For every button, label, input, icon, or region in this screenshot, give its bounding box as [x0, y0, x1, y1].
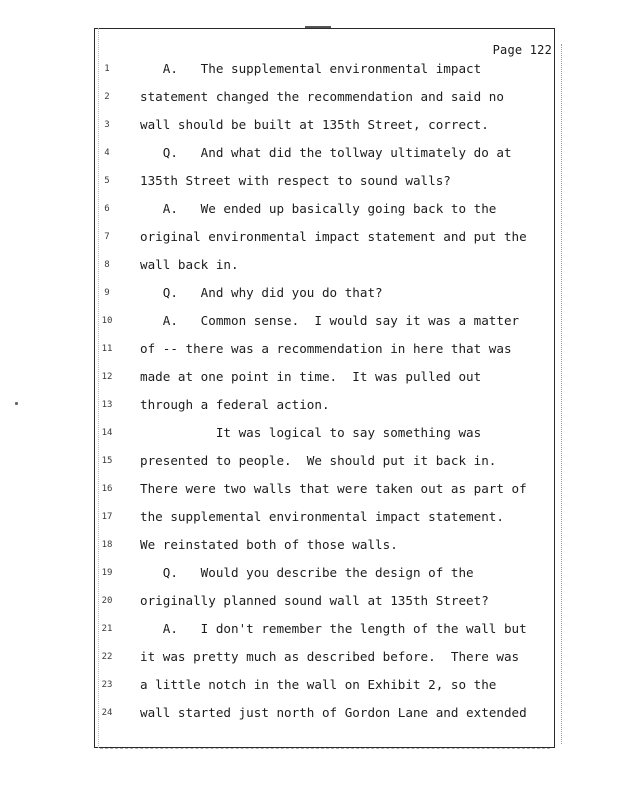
line-text: wall should be built at 135th Street, correct. [140, 117, 489, 132]
transcript-line [0, 58, 618, 86]
line-number: 16 [101, 484, 113, 494]
line-number: 3 [104, 120, 110, 130]
transcript-line [0, 618, 618, 646]
line-text: A. The supplemental environmental impact [140, 61, 482, 76]
line-number: 15 [101, 456, 113, 466]
line-text: We reinstated both of those walls. [140, 537, 398, 552]
transcript-line [0, 478, 618, 506]
line-number: 6 [104, 204, 110, 214]
line-number: 18 [101, 540, 113, 550]
line-text: A. Common sense. I would say it was a matter [140, 313, 520, 328]
page-number: Page 122 [492, 43, 552, 57]
line-number: 8 [104, 260, 110, 270]
transcript-line [0, 590, 618, 618]
line-number: 24 [101, 708, 113, 718]
line-number: 10 [101, 316, 113, 326]
transcript-line [0, 562, 618, 590]
line-number: 17 [101, 512, 113, 522]
line-text: made at one point in time. It was pulled out [140, 369, 482, 384]
top-edge-mark [305, 26, 331, 28]
line-number: 19 [101, 568, 113, 578]
transcript-line [0, 254, 618, 282]
line-text: wall started just north of Gordon Lane and extended [140, 705, 527, 720]
line-text: it was pretty much as described before. There was [140, 649, 520, 664]
line-number: 1 [104, 64, 110, 74]
line-text: a little notch in the wall on Exhibit 2, so the [140, 677, 497, 692]
line-text: There were two walls that were taken out as part of [140, 481, 527, 496]
line-number: 7 [104, 232, 110, 242]
line-number: 12 [101, 372, 113, 382]
line-text: Q. And what did the tollway ultimately do at [140, 145, 512, 160]
transcript-line [0, 226, 618, 254]
transcript-line [0, 142, 618, 170]
transcript-line [0, 170, 618, 198]
line-number: 11 [101, 344, 113, 354]
bottom-scan-noise [100, 748, 550, 749]
transcript-line [0, 646, 618, 674]
line-number: 23 [101, 680, 113, 690]
transcript-line [0, 114, 618, 142]
line-number: 2 [104, 92, 110, 102]
line-number: 21 [101, 624, 113, 634]
transcript-line [0, 282, 618, 310]
line-text: Q. And why did you do that? [140, 285, 383, 300]
line-text: It was logical to say something was [140, 425, 482, 440]
transcript-line [0, 310, 618, 338]
line-number: 5 [104, 176, 110, 186]
line-text: wall back in. [140, 257, 239, 272]
line-number: 22 [101, 652, 113, 662]
transcript-line [0, 674, 618, 702]
line-text: of -- there was a recommendation in here that was [140, 341, 512, 356]
transcript-line [0, 506, 618, 534]
line-text: A. We ended up basically going back to the [140, 201, 497, 216]
line-number: 14 [101, 428, 113, 438]
line-text: presented to people. We should put it back in. [140, 453, 497, 468]
line-number: 20 [101, 596, 113, 606]
line-text: Q. Would you describe the design of the [140, 565, 474, 580]
transcript-line [0, 394, 618, 422]
line-text: the supplemental environmental impact statement. [140, 509, 504, 524]
transcript-line [0, 86, 618, 114]
transcript-line [0, 422, 618, 450]
line-number: 4 [104, 148, 110, 158]
line-text: originally planned sound wall at 135th Street? [140, 593, 489, 608]
line-text: original environmental impact statement and put the [140, 229, 527, 244]
transcript-body [0, 58, 618, 730]
transcript-line [0, 338, 618, 366]
line-number: 9 [104, 288, 110, 298]
transcript-line [0, 198, 618, 226]
line-text: A. I don't remember the length of the wall but [140, 621, 527, 636]
line-number: 13 [101, 400, 113, 410]
transcript-line [0, 702, 618, 730]
line-text: statement changed the recommendation and said no [140, 89, 504, 104]
transcript-line [0, 450, 618, 478]
transcript-line [0, 366, 618, 394]
line-text: through a federal action. [140, 397, 330, 412]
line-text: 135th Street with respect to sound walls? [140, 173, 451, 188]
transcript-line [0, 534, 618, 562]
